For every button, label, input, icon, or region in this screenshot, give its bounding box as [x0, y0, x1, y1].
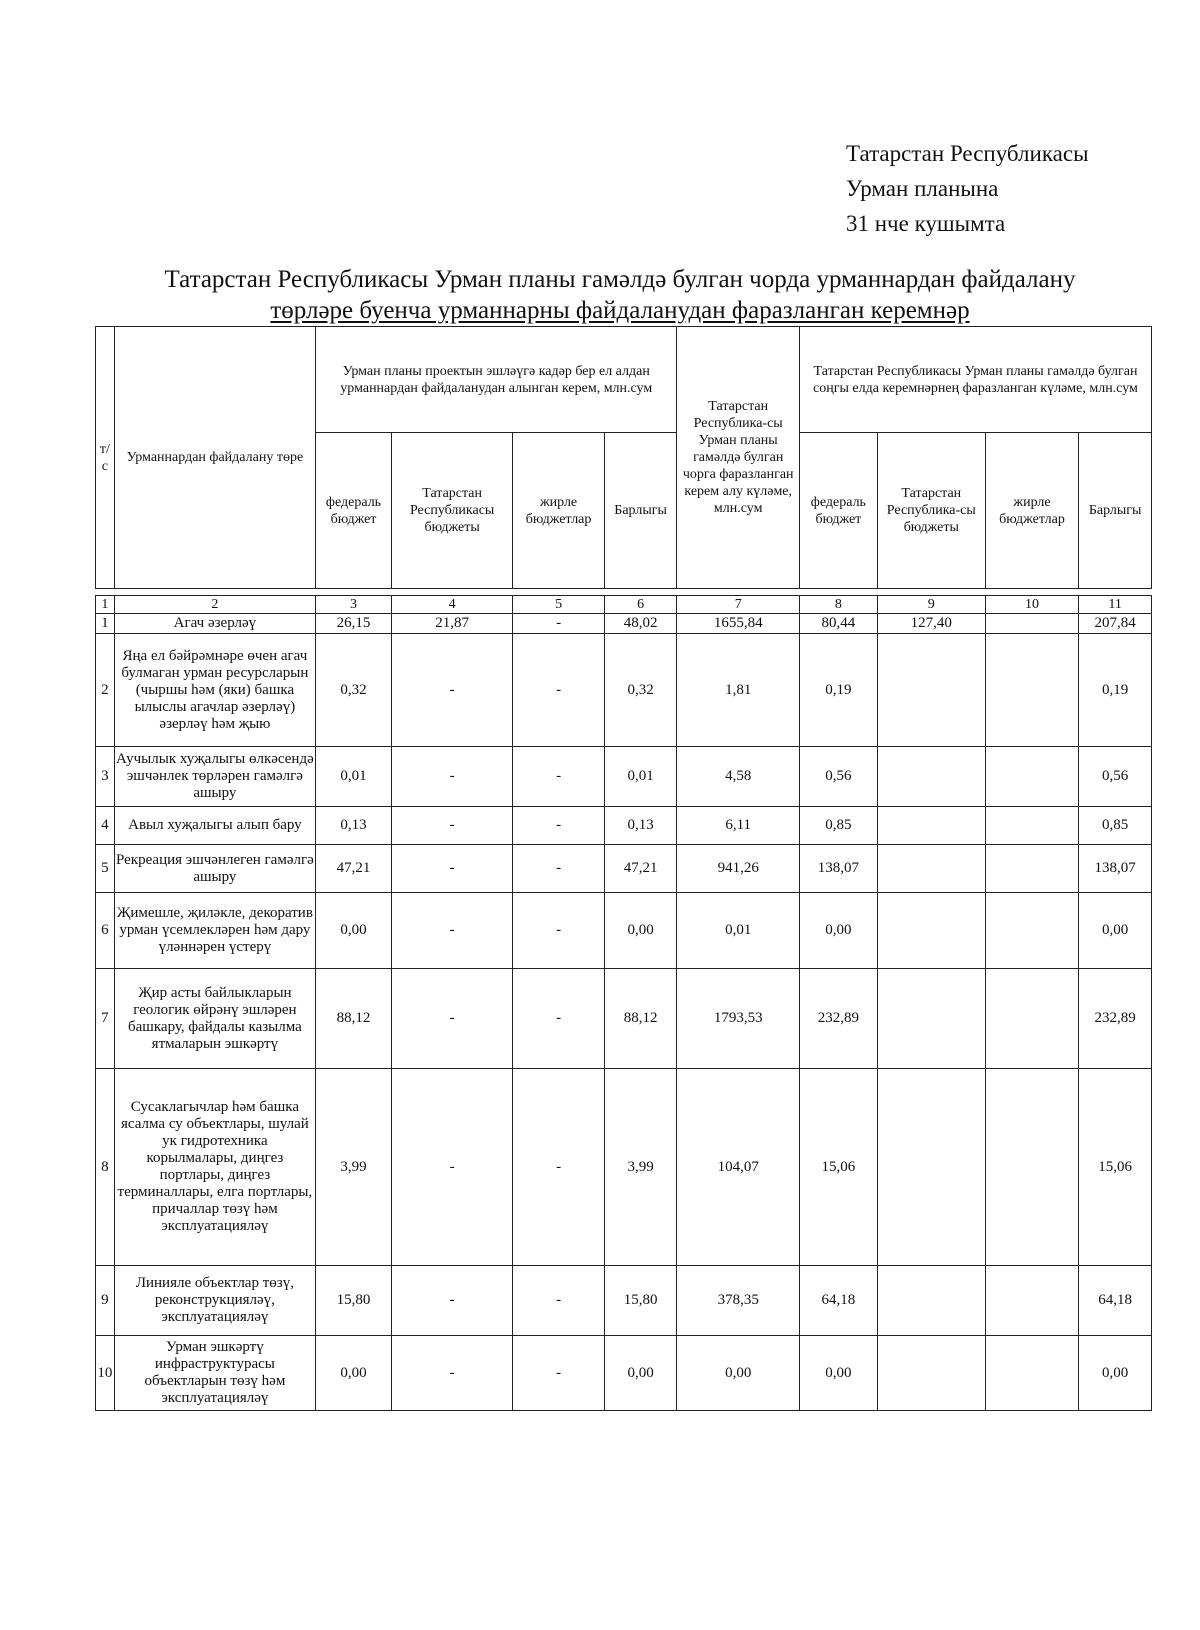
table-row: [96, 845, 1152, 893]
column-number: 5: [513, 596, 604, 614]
cell-c4: -: [391, 634, 512, 747]
cell-c6: 88,12: [604, 969, 677, 1069]
row-number: 3: [96, 747, 115, 807]
cell-c9: [877, 893, 985, 969]
cell-c9: [877, 845, 985, 893]
header-total-last: Барлыгы: [1079, 433, 1152, 589]
cell-c8: 80,44: [799, 614, 877, 634]
cell-c3: 0,01: [316, 747, 392, 807]
cell-c11: 0,00: [1079, 893, 1152, 969]
cell-c10: [985, 1069, 1078, 1266]
table-row: [96, 1336, 1152, 1411]
cell-c11: 64,18: [1079, 1266, 1152, 1336]
cell-c8: 0,56: [799, 747, 877, 807]
column-number: 6: [604, 596, 677, 614]
header-row-1: [96, 327, 1152, 433]
cell-c10: [985, 614, 1078, 634]
cell-c11: 232,89: [1079, 969, 1152, 1069]
row-number: 5: [96, 845, 115, 893]
row-number: 6: [96, 893, 115, 969]
table-row: [96, 634, 1152, 747]
cell-c5: -: [513, 1336, 604, 1411]
header-fed: федераль бюджет: [316, 433, 392, 589]
annex-line-1: Татарстан Республикасы: [846, 141, 1089, 166]
cell-c5: -: [513, 893, 604, 969]
column-number: 1: [96, 596, 115, 614]
usage-type: Урман эшкәртү инфраструктурасы объектларын төзү һәм эксплуатацияләү: [114, 1336, 315, 1411]
column-number: 4: [391, 596, 512, 614]
cell-c10: [985, 969, 1078, 1069]
cell-c5: -: [513, 807, 604, 845]
usage-type: Җир асты байлыкларын геологик өйрәнү эшләрен башкару, файдалы казылма ятмаларын эшкәртү: [114, 969, 315, 1069]
cell-c11: 138,07: [1079, 845, 1152, 893]
usage-type: Сусаклагычлар һәм башка ясалма су объектлары, шулай ук гидротехника корылмалары, диңгез портлары, диңгез терминаллары, елга портлары, причаллар төзү һәм эксплуатацияләү: [114, 1069, 315, 1266]
table-row: [96, 614, 1152, 634]
cell-c10: [985, 1336, 1078, 1411]
table-row: [96, 1069, 1152, 1266]
cell-c6: 48,02: [604, 614, 677, 634]
cell-c9: [877, 634, 985, 747]
cell-c6: 0,32: [604, 634, 677, 747]
table-row: [96, 807, 1152, 845]
cell-c10: [985, 1266, 1078, 1336]
cell-c4: -: [391, 1266, 512, 1336]
table-row: [96, 969, 1152, 1069]
cell-c9: 127,40: [877, 614, 985, 634]
cell-c6: 0,00: [604, 1336, 677, 1411]
header-local-last: жирле бюджетлар: [985, 433, 1078, 589]
cell-c3: 15,80: [316, 1266, 392, 1336]
table-row: [96, 747, 1152, 807]
cell-c11: 0,56: [1079, 747, 1152, 807]
cell-c7: 0,00: [677, 1336, 800, 1411]
cell-c10: [985, 747, 1078, 807]
title-line-1: Татарстан Республикасы Урман планы гамәлдә булган чорда урманнардан файдалану: [164, 266, 1076, 293]
cell-c11: 0,85: [1079, 807, 1152, 845]
table-row: [96, 893, 1152, 969]
cell-c8: 0,00: [799, 893, 877, 969]
usage-type: Җимешле, җиләкле, декоратив урман үсемлекләрен һәм дару үләннәрен үстерү: [114, 893, 315, 969]
cell-c10: [985, 845, 1078, 893]
cell-c10: [985, 893, 1078, 969]
cell-c7: 0,01: [677, 893, 800, 969]
header-fed-last: федераль бюджет: [799, 433, 877, 589]
usage-type: Линияле объектлар төзү, реконструкцияләү, эксплуатацияләү: [114, 1266, 315, 1336]
table-row: [96, 1266, 1152, 1336]
column-number: 8: [799, 596, 877, 614]
cell-c9: [877, 747, 985, 807]
column-number: 9: [877, 596, 985, 614]
header-no: т/с: [96, 327, 115, 589]
usage-type: Аучылык хуҗалыгы өлкәсендә эшчәнлек төрләрен гамәлгә ашыру: [114, 747, 315, 807]
cell-c9: [877, 807, 985, 845]
cell-c9: [877, 1069, 985, 1266]
header-col7: Татарстан Республика-сы Урман планы гамәлдә булган чорга фаразланган керем алу күләме, млн.сум: [677, 327, 800, 589]
cell-c9: [877, 969, 985, 1069]
row-number: 8: [96, 1069, 115, 1266]
column-number-row: [96, 596, 1152, 614]
row-number: 7: [96, 969, 115, 1069]
cell-c8: 0,00: [799, 1336, 877, 1411]
cell-c7: 6,11: [677, 807, 800, 845]
column-number: 7: [677, 596, 800, 614]
cell-c11: 207,84: [1079, 614, 1152, 634]
row-number: 9: [96, 1266, 115, 1336]
cell-c4: 21,87: [391, 614, 512, 634]
row-number: 1: [96, 614, 115, 634]
cell-c4: -: [391, 807, 512, 845]
document-title: [90, 264, 1150, 326]
cell-c6: 0,01: [604, 747, 677, 807]
cell-c4: -: [391, 1336, 512, 1411]
cell-c6: 47,21: [604, 845, 677, 893]
cell-c5: -: [513, 634, 604, 747]
cell-c3: 26,15: [316, 614, 392, 634]
header-local: жирле бюджетлар: [513, 433, 604, 589]
cell-c7: 941,26: [677, 845, 800, 893]
cell-c5: -: [513, 845, 604, 893]
usage-type: Агач әзерләү: [114, 614, 315, 634]
table-header: [96, 327, 1152, 589]
cell-c9: [877, 1266, 985, 1336]
revenue-table: [95, 326, 1152, 1411]
usage-type: Рекреация эшчәнлеген гамәлгә ашыру: [114, 845, 315, 893]
column-number: 11: [1079, 596, 1152, 614]
cell-c4: -: [391, 969, 512, 1069]
cell-c7: 104,07: [677, 1069, 800, 1266]
row-number: 2: [96, 634, 115, 747]
cell-c3: 47,21: [316, 845, 392, 893]
header-group-prev: Урман планы проектын эшләүгә кадәр бер ел алдан урманнардан файдаланудан алынган керем, млн.сум: [316, 327, 677, 433]
cell-c8: 15,06: [799, 1069, 877, 1266]
cell-c8: 64,18: [799, 1266, 877, 1336]
cell-c10: [985, 807, 1078, 845]
cell-c4: -: [391, 845, 512, 893]
usage-type: Яңа ел бәйрәмнәре өчен агач булмаган урман ресурсларын (чыршы һәм (яки) башка ылыслы агачлар әзерләү) әзерләү һәм җыю: [114, 634, 315, 747]
cell-c6: 0,00: [604, 893, 677, 969]
cell-c7: 4,58: [677, 747, 800, 807]
annex-line-3: 31 нче кушымта: [846, 211, 1006, 236]
cell-c11: 15,06: [1079, 1069, 1152, 1266]
annex-line-2: Урман планына: [846, 176, 999, 201]
cell-c5: -: [513, 969, 604, 1069]
cell-c7: 378,35: [677, 1266, 800, 1336]
title-line-2: төрләре буенча урманнарны файдаланудан фаразланган керемнәр: [270, 297, 970, 324]
table-body: [96, 589, 1152, 1411]
annex-note: [846, 136, 1089, 241]
header-total: Барлыгы: [604, 433, 677, 589]
cell-c6: 0,13: [604, 807, 677, 845]
cell-c3: 3,99: [316, 1069, 392, 1266]
row-number: 10: [96, 1336, 115, 1411]
cell-c8: 138,07: [799, 845, 877, 893]
cell-c3: 0,13: [316, 807, 392, 845]
cell-c10: [985, 634, 1078, 747]
cell-c11: 0,19: [1079, 634, 1152, 747]
column-number: 3: [316, 596, 392, 614]
cell-c8: 232,89: [799, 969, 877, 1069]
cell-c5: -: [513, 1069, 604, 1266]
cell-c6: 15,80: [604, 1266, 677, 1336]
header-type: Урманнардан файдалану төре: [114, 327, 315, 589]
cell-c5: -: [513, 614, 604, 634]
cell-c8: 0,85: [799, 807, 877, 845]
cell-c8: 0,19: [799, 634, 877, 747]
column-number: 10: [985, 596, 1078, 614]
cell-c4: -: [391, 893, 512, 969]
cell-c5: -: [513, 1266, 604, 1336]
cell-c4: -: [391, 747, 512, 807]
cell-c3: 0,32: [316, 634, 392, 747]
cell-c7: 1793,53: [677, 969, 800, 1069]
cell-c9: [877, 1336, 985, 1411]
header-rep-last: Татарстан Республика-сы бюджеты: [877, 433, 985, 589]
cell-c3: 0,00: [316, 1336, 392, 1411]
cell-c11: 0,00: [1079, 1336, 1152, 1411]
cell-c7: 1,81: [677, 634, 800, 747]
column-number: 2: [114, 596, 315, 614]
cell-c6: 3,99: [604, 1069, 677, 1266]
cell-c3: 88,12: [316, 969, 392, 1069]
header-group-last: Татарстан Республикасы Урман планы гамәлдә булган соңгы елда керемнәрнең фаразланган күләме, млн.сум: [799, 327, 1151, 433]
usage-type: Авыл хуҗалыгы алып бару: [114, 807, 315, 845]
cell-c7: 1655,84: [677, 614, 800, 634]
cell-c3: 0,00: [316, 893, 392, 969]
cell-c4: -: [391, 1069, 512, 1266]
header-gap: [96, 589, 1152, 596]
cell-c5: -: [513, 747, 604, 807]
row-number: 4: [96, 807, 115, 845]
header-rep: Татарстан Республикасы бюджеты: [391, 433, 512, 589]
